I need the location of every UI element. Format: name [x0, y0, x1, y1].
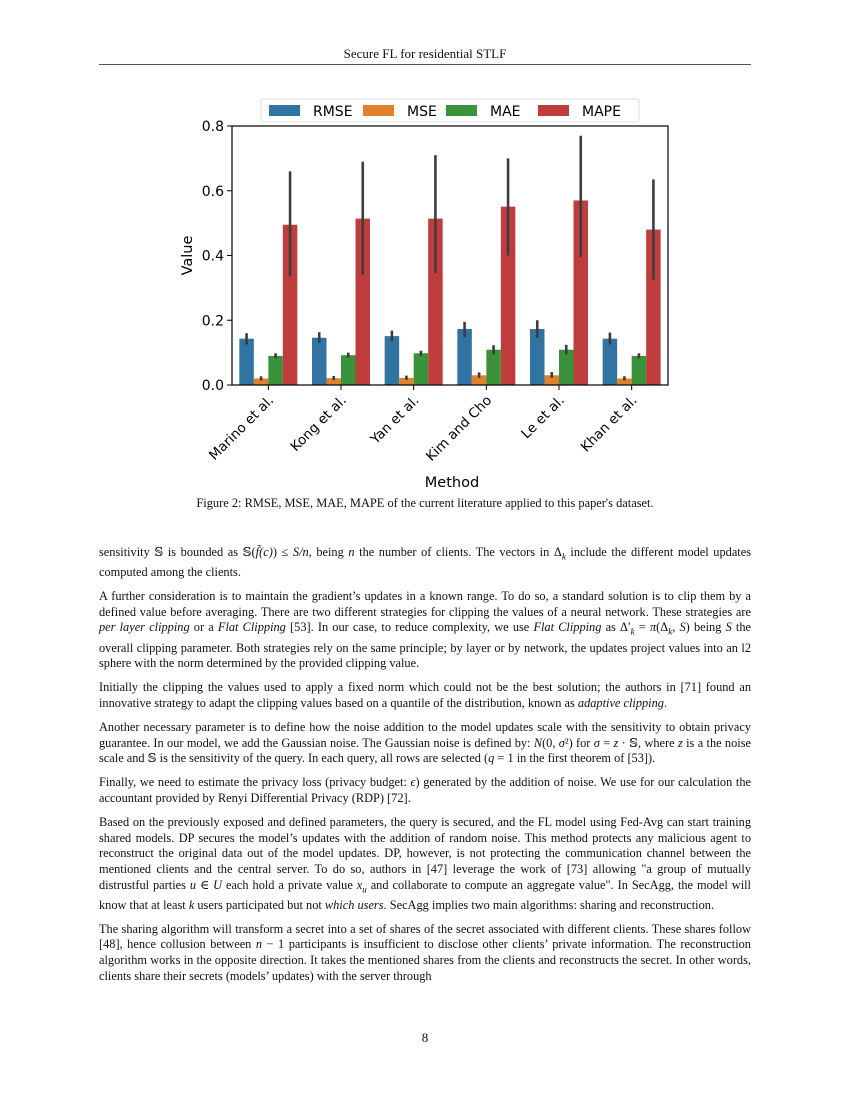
bar-rmse: [457, 329, 472, 385]
body-text: [99, 545, 751, 993]
paragraph: The sharing algorithm will transform a secret into a set of shares of the secret associated with different clients. These shares follow [48], hence collusion between n − 1 participants is insufficient to disclose other clients’ private information. The reconstruction algorithm works in the opposite direction. It takes the mentioned shares from the clients and reconstructs the secret. In other words, clients share their secrets (models’ updates) with the server through: [99, 921, 751, 983]
bar-mae: [268, 356, 283, 385]
plot-frame: [232, 126, 668, 385]
bar-mae: [559, 350, 574, 385]
bar-mae: [632, 356, 647, 385]
bar-rmse: [312, 338, 327, 385]
figure-caption: Figure 2: RMSE, MSE, MAE, MAPE of the current literature applied to this paper's dataset.: [196, 496, 654, 510]
paragraph: Initially the clipping the values used to apply a fixed norm which could not be the best solution; the authors in [71] found an innovative strategy to adapt the clipping values based on a quantile of the distribution, known as adaptive clipping.: [99, 680, 751, 710]
legend-label: RMSE: [313, 104, 353, 120]
bar-rmse: [385, 336, 400, 385]
y-tick-label: 0.6: [201, 183, 224, 200]
bar-rmse: [239, 339, 254, 385]
bar-rmse: [603, 339, 618, 385]
bar-mae: [341, 355, 356, 385]
bar-chart: [0, 0, 850, 500]
x-tick-label: Yan et al.: [367, 392, 423, 448]
paragraph: Finally, we need to estimate the privacy loss (privacy budget: ϵ) generated by the addition of noise. We use for our calculation the accountant provided by Renyi Differential Privacy (RDP) [72].: [99, 775, 751, 806]
paragraph: Based on the previously exposed and defined parameters, the query is secured, and the FL model using Fed-Avg can start training shared models. DP secures the model’s updates with the addition of random noise. This method protects any malicious agent to reconstruct the original data out of the model updates. DP, however, is not protecting the communication channel between the mentioned clients and the central server. To do so, authors in [47] leverage the work of [73] allowing "a group of mutually distrustful parties u ∈ U each hold a private value $x_u$ and collaborate to compute an aggregate value". In SecAgg, the model will know that at least k users participated but not which users. SecAgg implies two main algorithms: sharing and reconstruction.: [99, 815, 751, 912]
legend-label: MSE: [407, 104, 437, 120]
y-tick-label: 0.2: [201, 313, 224, 330]
x-tick-label: Marino et al.: [206, 392, 278, 464]
paragraph: A further consideration is to maintain the gradient’s updates in a known range. To do so, a standard solution is to clip them by a defined value before averaging. There are two different strategies for clipping the values of a neural network. These strategies are per layer clipping or a Flat Clipping [53]. In our case, to reduce complexity, we use Flat Clipping as $\Delta'_k = \pi(\Delta_k$, S) being S the overall clipping parameter. Both strategies rely on the same principle; by layer or by network, the updates project values into an l2 sphere with the norm determined by the provided clipping value.: [99, 589, 751, 671]
paragraph: sensitivity 𝕊 is bounded as 𝕊(f̃(c)) ≤ S/n, being n the number of clients. The vectors in $\Delta_k$ include the different model updates computed among the clients.: [99, 545, 752, 580]
y-tick-label: 0.8: [201, 119, 224, 135]
y-axis-label: Value: [180, 235, 196, 276]
figure-2: [0, 0, 850, 520]
x-tick-label: Khan et al.: [577, 392, 641, 456]
x-tick-label: Le et al.: [518, 392, 568, 443]
legend-swatch-mse: [363, 105, 394, 116]
running-title: Secure FL for residential STLF: [343, 46, 507, 61]
x-axis-label: Method: [424, 475, 480, 491]
y-tick-label: 0.0: [201, 378, 224, 394]
legend-swatch-mape: [538, 105, 569, 116]
y-tick-label: 0.4: [201, 248, 224, 265]
legend-label: MAPE: [582, 104, 621, 120]
paragraph: Another necessary parameter is to define how the noise addition to the model updates scale with the sensitivity to obtain privacy guarantee. In our model, we add the Gaussian noise. The Gaussian noise is defined by: N(0, σ²) for σ = z · 𝕊, where z is a the noise scale and 𝕊 is the sensitivity of the query. In each query, all rows are selected (q = 1 in the first theorem of [53]).: [99, 720, 751, 766]
legend-swatch-rmse: [269, 105, 300, 116]
legend-swatch-mae: [446, 105, 477, 116]
bar-mae: [414, 353, 429, 385]
page-number: 8: [421, 1030, 429, 1045]
x-tick-label: Kim and Cho: [423, 392, 496, 465]
x-tick-label: Kong et al.: [287, 392, 350, 455]
legend-label: MAE: [490, 104, 521, 120]
bar-mae: [486, 350, 501, 385]
